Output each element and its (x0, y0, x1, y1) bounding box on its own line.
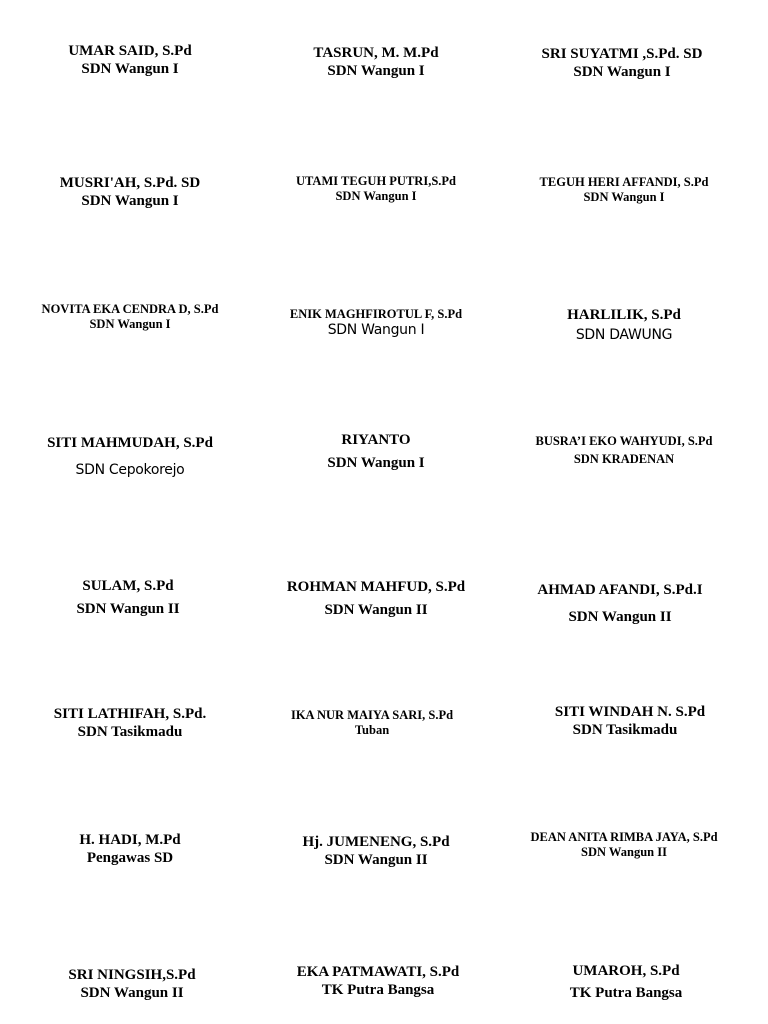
name-label (497, 45, 747, 81)
person-name: UMAROH, S.Pd (572, 963, 680, 979)
person-name: RIYANTO (341, 432, 411, 448)
person-name: SULAM, S.Pd (82, 578, 174, 594)
name-label (499, 830, 749, 860)
school-name: SDN Wangun I (81, 193, 179, 209)
person-name: UTAMI TEGUH PUTRI,S.Pd (296, 174, 456, 188)
name-label (251, 431, 501, 472)
name-label (3, 577, 253, 618)
name-label (251, 44, 501, 80)
name-label (5, 174, 255, 210)
person-name: SRI SUYATMI ,S.Pd. SD (541, 46, 703, 62)
name-label (251, 307, 501, 339)
person-name: TASRUN, M. M.Pd (313, 45, 439, 61)
name-label (5, 831, 255, 867)
person-name: SRI NINGSIH,S.Pd (68, 967, 196, 983)
person-name: AHMAD AFANDI, S.Pd.I (537, 582, 703, 598)
person-name: ROHMAN MAHFUD, S.Pd (286, 579, 466, 595)
person-name: H. HADI, M.Pd (79, 832, 181, 848)
person-name: TEGUH HERI AFFANDI, S.Pd (539, 175, 709, 189)
person-name: DEAN ANITA RIMBA JAYA, S.Pd (530, 830, 718, 844)
name-label (7, 966, 257, 1002)
person-name: Hj. JUMENENG, S.Pd (302, 834, 450, 850)
school-name: SDN DAWUNG (575, 327, 673, 343)
school-name: SDN Wangun I (327, 322, 425, 338)
school-name: SDN Wangun II (568, 609, 672, 625)
person-name: EKA PATMAWATI, S.Pd (296, 964, 460, 980)
name-label (251, 833, 501, 869)
school-name: SDN Wangun I (573, 64, 671, 80)
name-label (5, 434, 255, 479)
school-name: SDN Tasikmadu (77, 724, 183, 740)
name-label (499, 175, 749, 205)
person-name: BUSRA’I EKO WAHYUDI, S.Pd (535, 434, 713, 448)
school-name: SDN Wangun I (89, 317, 171, 331)
name-label (505, 703, 755, 739)
person-name: MUSRI'AH, S.Pd. SD (59, 175, 201, 191)
name-label (247, 708, 497, 738)
school-name: SDN Wangun I (335, 189, 417, 203)
person-name: ENIK MAGHFIROTUL F, S.Pd (289, 307, 463, 321)
school-name: Pengawas SD (86, 850, 174, 866)
school-name: SDN Wangun I (81, 61, 179, 77)
name-label (251, 174, 501, 204)
school-name: SDN Cepokorejo (75, 462, 185, 478)
school-name: SDN Wangun II (581, 845, 667, 859)
school-name: SDN Tasikmadu (572, 722, 678, 738)
school-name: TK Putra Bangsa (569, 985, 683, 1001)
school-name: SDN Wangun II (324, 602, 428, 618)
school-name: SDN Wangun II (324, 852, 428, 868)
school-name: SDN Wangun I (583, 190, 665, 204)
person-name: IKA NUR MAIYA SARI, S.Pd (290, 708, 454, 722)
person-name: SITI LATHIFAH, S.Pd. (53, 706, 207, 722)
person-name: NOVITA EKA CENDRA D, S.Pd (41, 302, 219, 316)
name-label (253, 963, 503, 999)
school-name: SDN Wangun II (80, 985, 184, 1001)
school-name: SDN Wangun I (327, 455, 425, 471)
person-name: UMAR SAID, S.Pd (68, 43, 192, 59)
name-label (5, 705, 255, 741)
name-label (495, 581, 745, 626)
name-label (499, 306, 749, 344)
school-name: Tuban (354, 723, 390, 737)
name-label (251, 578, 501, 619)
person-name: SITI WINDAH N. S.Pd (554, 704, 706, 720)
name-label (501, 962, 751, 1002)
school-name: SDN Wangun II (76, 601, 180, 617)
name-label (5, 302, 255, 332)
name-label (499, 434, 749, 467)
school-name: SDN KRADENAN (573, 452, 675, 466)
person-name: SITI MAHMUDAH, S.Pd (47, 435, 213, 451)
person-name: HARLILIK, S.Pd (567, 307, 681, 323)
name-label (5, 42, 255, 78)
school-name: SDN Wangun I (327, 63, 425, 79)
school-name: TK Putra Bangsa (321, 982, 435, 998)
